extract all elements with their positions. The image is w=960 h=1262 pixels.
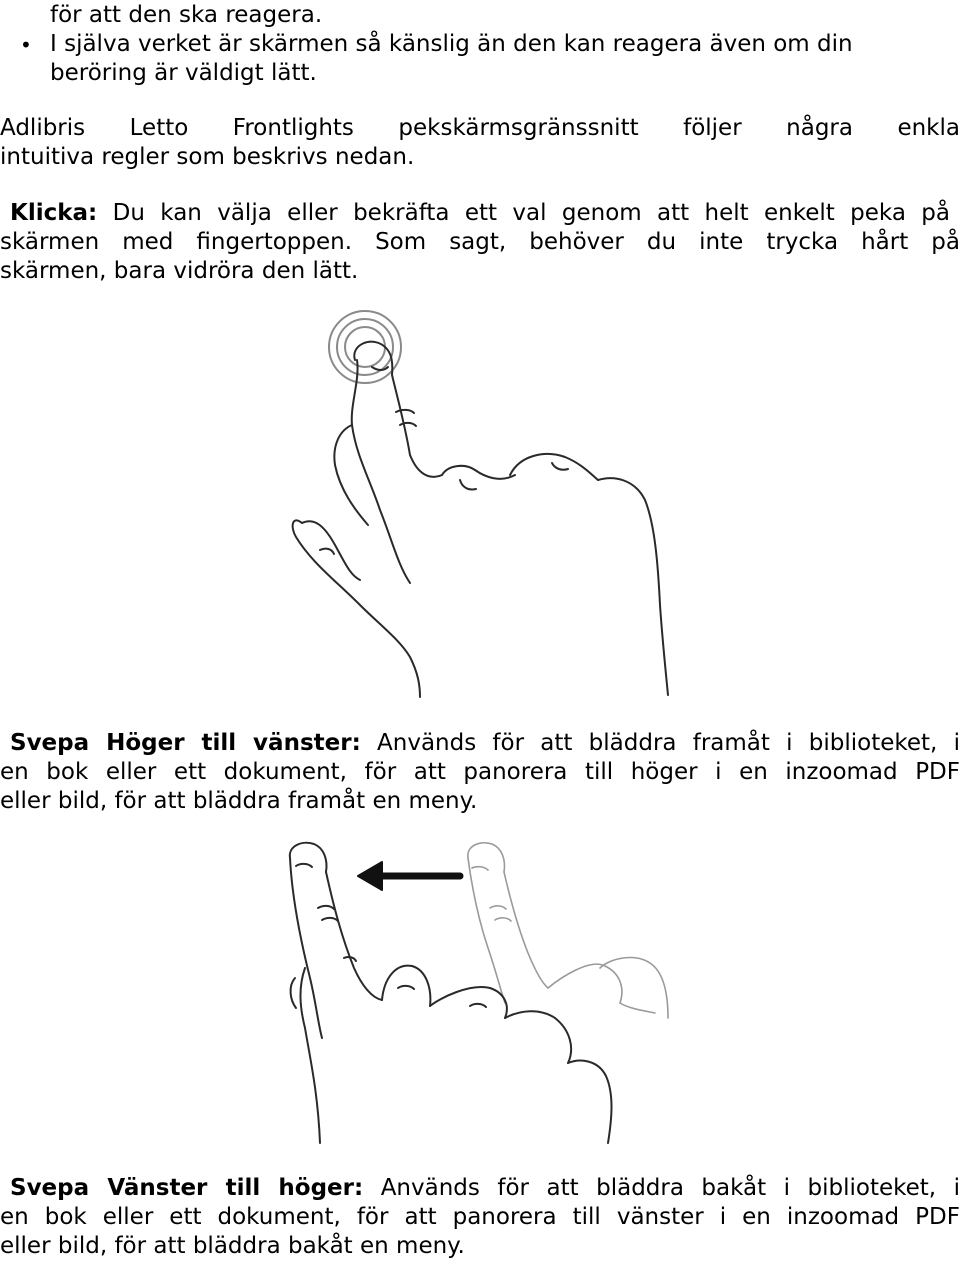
tap-line-1-text: Du kan välja eller bekräfta ett val genom att helt enkelt peka på (112, 200, 950, 226)
swipe-right-term: Svepa Vänster till höger: (10, 1175, 364, 1201)
swipe-left-hand-icon (0, 838, 960, 1148)
intro-line-1: Adlibris Letto Frontlights pekskärmsgränssnitt följer några enkla (0, 115, 960, 141)
list-item-prev-end: för att den ska reagera. (50, 2, 323, 28)
tap-line-3: skärmen, bara vidröra den lätt. (0, 258, 359, 284)
list-item-2-line-1: I själva verket är skärmen så känslig än den kan reagera även om din (50, 31, 853, 57)
tap-line-1 (10, 198, 950, 228)
list-item-2-line-2: beröring är väldigt lätt. (50, 60, 317, 86)
swipe-left-term: Svepa Höger till vänster: (10, 730, 361, 756)
intro-line-2: intuitiva regler som beskrivs nedan. (0, 144, 415, 170)
swipe-right-line-2: en bok eller ett dokument, för att panorera till vänster i en inzoomad PDF (0, 1204, 960, 1230)
swipe-left-line-1-text: Används för att bläddra framåt i biblioteket, i (377, 730, 960, 756)
tap-term: Klicka: (10, 200, 98, 226)
swipe-right-line-3: eller bild, för att bläddra bakåt en meny. (0, 1233, 465, 1259)
tap-line-2: skärmen med fingertoppen. Som sagt, behöver du inte trycka hårt på (0, 229, 960, 255)
swipe-left-line-1 (10, 728, 960, 758)
tap-gesture-hand-icon (0, 305, 960, 700)
swipe-right-line-1-text: Används för att bläddra bakåt i biblioteket, i (380, 1175, 960, 1201)
swipe-left-line-2: en bok eller ett dokument, för att panorera till höger i en inzoomad PDF (0, 759, 960, 785)
swipe-left-line-3: eller bild, för att bläddra framåt en meny. (0, 788, 478, 814)
swipe-right-line-1 (10, 1173, 960, 1203)
bullet-marker: • (20, 33, 32, 57)
